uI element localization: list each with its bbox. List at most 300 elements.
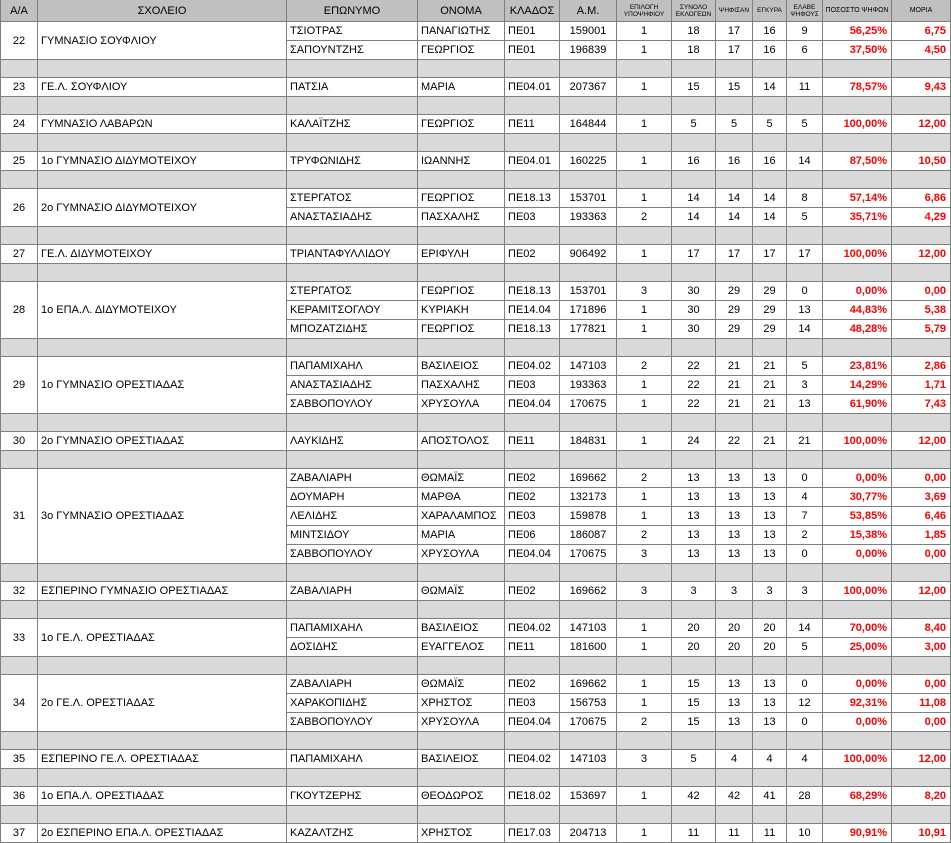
cell-voted: 21 — [716, 395, 753, 414]
cell-name: ΓΕΩΡΓΙΟΣ — [418, 41, 505, 60]
cell-am: 169662 — [560, 582, 617, 601]
separator-cell — [560, 564, 617, 582]
cell-valid: 29 — [753, 282, 787, 301]
cell-choice: 1 — [617, 432, 672, 451]
cell-choice: 2 — [617, 208, 672, 227]
cell-school: 3ο ΓΥΜΝΑΣΙΟ ΟΡΕΣΤΙΑΔΑΣ — [38, 469, 287, 564]
cell-valid: 20 — [753, 638, 787, 657]
cell-name: ΘΩΜΑΪΣ — [418, 469, 505, 488]
separator-cell — [560, 60, 617, 78]
cell-school: 1ο ΓΕ.Λ. ΟΡΕΣΤΙΑΔΑΣ — [38, 619, 287, 657]
separator-cell — [716, 60, 753, 78]
separator-cell — [560, 264, 617, 282]
cell-surname: ΛΕΛΙΔΗΣ — [287, 507, 418, 526]
separator-cell — [672, 769, 716, 787]
cell-voters: 18 — [672, 41, 716, 60]
cell-pct: 23,81% — [823, 357, 892, 376]
separator-cell — [617, 339, 672, 357]
cell-got: 28 — [787, 787, 823, 806]
separator-cell — [617, 97, 672, 115]
cell-am: 204713 — [560, 824, 617, 843]
separator-cell — [505, 227, 560, 245]
cell-am: 147103 — [560, 357, 617, 376]
cell-name: ΚΥΡΙΑΚΗ — [418, 301, 505, 320]
separator-cell — [787, 339, 823, 357]
cell-valid: 29 — [753, 320, 787, 339]
cell-voted: 11 — [716, 824, 753, 843]
separator-cell — [617, 769, 672, 787]
separator-cell — [38, 564, 287, 582]
cell-voters: 18 — [672, 22, 716, 41]
cell-voted: 29 — [716, 282, 753, 301]
separator-cell — [892, 732, 951, 750]
cell-points: 1,85 — [892, 526, 951, 545]
separator-row — [0, 227, 951, 245]
cell-am: 181600 — [560, 638, 617, 657]
separator-row — [0, 451, 951, 469]
header-voters: ΣΥΝΟΛΟ ΕΚΛΟΓΕΩΝ — [672, 0, 716, 22]
separator-cell — [287, 806, 418, 824]
separator-cell — [672, 601, 716, 619]
separator-cell — [753, 769, 787, 787]
cell-school: 2ο ΕΣΠΕΡΙΝΟ ΕΠΑ.Λ. ΟΡΕΣΤΙΑΔΑΣ — [38, 824, 287, 843]
cell-got: 12 — [787, 694, 823, 713]
cell-school: 2ο ΓΥΜΝΑΣΙΟ ΟΡΕΣΤΙΑΔΑΣ — [38, 432, 287, 451]
cell-valid: 3 — [753, 582, 787, 601]
cell-points: 6,46 — [892, 507, 951, 526]
cell-voters: 20 — [672, 638, 716, 657]
separator-cell — [823, 657, 892, 675]
separator-cell — [560, 601, 617, 619]
cell-surname: ΑΝΑΣΤΑΣΙΑΔΗΣ — [287, 208, 418, 227]
separator-row — [0, 601, 951, 619]
cell-am: 153701 — [560, 282, 617, 301]
cell-school: ΓΥΜΝΑΣΙΟ ΣΟΥΦΛΙΟΥ — [38, 22, 287, 60]
cell-voters: 20 — [672, 619, 716, 638]
cell-surname: ΣΑΒΒΟΠΟΥΛΟΥ — [287, 395, 418, 414]
cell-school: 2ο ΓΥΜΝΑΣΙΟ ΔΙΔΥΜΟΤΕΙΧΟΥ — [38, 189, 287, 227]
separator-cell — [38, 414, 287, 432]
cell-pct: 90,91% — [823, 824, 892, 843]
cell-choice: 2 — [617, 713, 672, 732]
cell-points: 5,79 — [892, 320, 951, 339]
separator-cell — [617, 134, 672, 152]
cell-pct: 30,77% — [823, 488, 892, 507]
separator-cell — [505, 732, 560, 750]
cell-am: 177821 — [560, 320, 617, 339]
cell-name: ΠΑΣΧΑΛΗΣ — [418, 208, 505, 227]
separator-cell — [38, 451, 287, 469]
cell-choice: 1 — [617, 301, 672, 320]
separator-cell — [287, 134, 418, 152]
header-valid: ΕΓΚΥΡΑ — [753, 0, 787, 22]
separator-cell — [787, 97, 823, 115]
separator-cell — [672, 451, 716, 469]
cell-am: 170675 — [560, 395, 617, 414]
cell-voters: 30 — [672, 282, 716, 301]
cell-am: 132173 — [560, 488, 617, 507]
cell-branch: ΠΕ04.04 — [505, 713, 560, 732]
cell-voters: 42 — [672, 787, 716, 806]
cell-valid: 21 — [753, 376, 787, 395]
separator-row — [0, 171, 951, 189]
separator-cell — [892, 414, 951, 432]
cell-name: ΒΑΣΙΛΕΙΟΣ — [418, 357, 505, 376]
separator-cell — [0, 806, 38, 824]
separator-cell — [38, 264, 287, 282]
cell-am: 169662 — [560, 469, 617, 488]
cell-voters: 5 — [672, 750, 716, 769]
cell-choice: 1 — [617, 619, 672, 638]
cell-voted: 22 — [716, 432, 753, 451]
separator-cell — [287, 564, 418, 582]
cell-voted: 29 — [716, 320, 753, 339]
cell-school: 1ο ΓΥΜΝΑΣΙΟ ΟΡΕΣΤΙΑΔΑΣ — [38, 357, 287, 414]
cell-branch: ΠΕ04.01 — [505, 78, 560, 97]
cell-surname: ΖΑΒΑΛΙΑΡΗ — [287, 675, 418, 694]
cell-voters: 13 — [672, 488, 716, 507]
separator-cell — [753, 264, 787, 282]
separator-cell — [716, 414, 753, 432]
separator-cell — [753, 601, 787, 619]
cell-got: 14 — [787, 152, 823, 171]
cell-valid: 14 — [753, 208, 787, 227]
cell-branch: ΠΕ04.04 — [505, 395, 560, 414]
cell-surname: ΣΑΒΒΟΠΟΥΛΟΥ — [287, 713, 418, 732]
header-aa: Α/Α — [0, 0, 38, 22]
separator-cell — [716, 732, 753, 750]
cell-am: 170675 — [560, 713, 617, 732]
cell-voted: 13 — [716, 694, 753, 713]
cell-points: 7,43 — [892, 395, 951, 414]
separator-cell — [716, 564, 753, 582]
separator-cell — [823, 806, 892, 824]
separator-row — [0, 769, 951, 787]
separator-cell — [892, 264, 951, 282]
cell-valid: 41 — [753, 787, 787, 806]
cell-surname: ΠΑΠΑΜΙΧΑΗΛ — [287, 357, 418, 376]
cell-got: 0 — [787, 713, 823, 732]
separator-cell — [617, 414, 672, 432]
separator-cell — [672, 134, 716, 152]
cell-pct: 35,71% — [823, 208, 892, 227]
separator-cell — [617, 657, 672, 675]
cell-voted: 13 — [716, 526, 753, 545]
cell-pct: 48,28% — [823, 320, 892, 339]
cell-voters: 22 — [672, 376, 716, 395]
separator-cell — [787, 134, 823, 152]
cell-voters: 16 — [672, 152, 716, 171]
separator-cell — [716, 97, 753, 115]
cell-valid: 16 — [753, 152, 787, 171]
cell-am: 184831 — [560, 432, 617, 451]
cell-points: 12,00 — [892, 582, 951, 601]
cell-points: 1,71 — [892, 376, 951, 395]
cell-am: 153701 — [560, 189, 617, 208]
cell-am: 171896 — [560, 301, 617, 320]
cell-valid: 21 — [753, 357, 787, 376]
separator-cell — [892, 806, 951, 824]
cell-aa: 34 — [0, 675, 38, 732]
separator-cell — [560, 171, 617, 189]
separator-cell — [823, 171, 892, 189]
cell-voters: 15 — [672, 78, 716, 97]
cell-aa: 30 — [0, 432, 38, 451]
cell-valid: 16 — [753, 22, 787, 41]
cell-voted: 17 — [716, 41, 753, 60]
cell-pct: 0,00% — [823, 545, 892, 564]
separator-cell — [716, 171, 753, 189]
cell-points: 11,08 — [892, 694, 951, 713]
cell-valid: 13 — [753, 488, 787, 507]
separator-cell — [418, 769, 505, 787]
separator-cell — [753, 227, 787, 245]
cell-voted: 14 — [716, 189, 753, 208]
cell-branch: ΠΕ03 — [505, 208, 560, 227]
separator-cell — [617, 171, 672, 189]
separator-cell — [823, 769, 892, 787]
separator-cell — [38, 171, 287, 189]
cell-surname: ΖΑΒΑΛΙΑΡΗ — [287, 469, 418, 488]
separator-cell — [505, 414, 560, 432]
cell-points: 2,86 — [892, 357, 951, 376]
cell-choice: 1 — [617, 675, 672, 694]
cell-branch: ΠΕ14.04 — [505, 301, 560, 320]
cell-surname: ΠΑΠΑΜΙΧΑΗΛ — [287, 619, 418, 638]
separator-cell — [505, 339, 560, 357]
cell-valid: 4 — [753, 750, 787, 769]
separator-cell — [753, 414, 787, 432]
separator-cell — [38, 60, 287, 78]
cell-pct: 0,00% — [823, 713, 892, 732]
cell-surname: ΚΕΡΑΜΙΤΣΟΓΛΟΥ — [287, 301, 418, 320]
cell-surname: ΤΣΙΟΤΡΑΣ — [287, 22, 418, 41]
cell-choice: 2 — [617, 526, 672, 545]
cell-branch: ΠΕ03 — [505, 376, 560, 395]
cell-voters: 17 — [672, 245, 716, 264]
cell-choice: 1 — [617, 152, 672, 171]
cell-points: 0,00 — [892, 713, 951, 732]
cell-got: 21 — [787, 432, 823, 451]
cell-valid: 13 — [753, 526, 787, 545]
separator-cell — [560, 227, 617, 245]
cell-valid: 13 — [753, 507, 787, 526]
cell-branch: ΠΕ17.03 — [505, 824, 560, 843]
cell-points: 12,00 — [892, 432, 951, 451]
cell-pct: 70,00% — [823, 619, 892, 638]
separator-cell — [823, 414, 892, 432]
cell-voters: 14 — [672, 208, 716, 227]
separator-cell — [716, 339, 753, 357]
cell-am: 159878 — [560, 507, 617, 526]
cell-choice: 1 — [617, 395, 672, 414]
separator-cell — [617, 264, 672, 282]
cell-points: 5,38 — [892, 301, 951, 320]
cell-got: 8 — [787, 189, 823, 208]
cell-branch: ΠΕ02 — [505, 582, 560, 601]
cell-name: ΜΑΡΙΑ — [418, 526, 505, 545]
cell-name: ΙΩΑΝΝΗΣ — [418, 152, 505, 171]
separator-cell — [617, 601, 672, 619]
separator-cell — [617, 227, 672, 245]
cell-branch: ΠΕ11 — [505, 432, 560, 451]
cell-choice: 3 — [617, 545, 672, 564]
cell-got: 0 — [787, 675, 823, 694]
cell-points: 3,00 — [892, 638, 951, 657]
cell-voters: 13 — [672, 526, 716, 545]
cell-name: ΒΑΣΙΛΕΙΟΣ — [418, 750, 505, 769]
cell-surname: ΑΝΑΣΤΑΣΙΑΔΗΣ — [287, 376, 418, 395]
cell-am: 193363 — [560, 208, 617, 227]
separator-cell — [560, 414, 617, 432]
cell-voters: 5 — [672, 115, 716, 134]
separator-cell — [287, 451, 418, 469]
cell-pct: 25,00% — [823, 638, 892, 657]
cell-voted: 20 — [716, 638, 753, 657]
separator-cell — [418, 564, 505, 582]
cell-am: 160225 — [560, 152, 617, 171]
cell-voted: 13 — [716, 713, 753, 732]
separator-cell — [0, 134, 38, 152]
separator-cell — [753, 451, 787, 469]
separator-row — [0, 97, 951, 115]
separator-row — [0, 134, 951, 152]
separator-cell — [892, 451, 951, 469]
separator-cell — [753, 564, 787, 582]
cell-surname: ΤΡΥΦΩΝΙΔΗΣ — [287, 152, 418, 171]
cell-name: ΧΡΥΣΟΥΛΑ — [418, 395, 505, 414]
cell-name: ΘΩΜΑΪΣ — [418, 582, 505, 601]
separator-cell — [716, 806, 753, 824]
separator-cell — [823, 564, 892, 582]
cell-am: 186087 — [560, 526, 617, 545]
cell-am: 169662 — [560, 675, 617, 694]
cell-points: 8,20 — [892, 787, 951, 806]
separator-cell — [716, 657, 753, 675]
cell-got: 9 — [787, 22, 823, 41]
cell-valid: 29 — [753, 301, 787, 320]
separator-cell — [672, 264, 716, 282]
separator-cell — [716, 227, 753, 245]
cell-points: 12,00 — [892, 245, 951, 264]
separator-cell — [418, 601, 505, 619]
cell-voted: 13 — [716, 545, 753, 564]
separator-cell — [38, 601, 287, 619]
cell-school: 2ο ΓΕ.Λ. ΟΡΕΣΤΙΑΔΑΣ — [38, 675, 287, 732]
separator-cell — [823, 264, 892, 282]
cell-got: 10 — [787, 824, 823, 843]
separator-cell — [753, 732, 787, 750]
cell-pct: 0,00% — [823, 282, 892, 301]
cell-name: ΧΡΗΣΤΟΣ — [418, 824, 505, 843]
cell-voted: 21 — [716, 357, 753, 376]
separator-cell — [287, 97, 418, 115]
header-surname: ΕΠΩΝΥΜΟ — [287, 0, 418, 22]
separator-cell — [787, 601, 823, 619]
separator-cell — [672, 97, 716, 115]
cell-pct: 68,29% — [823, 787, 892, 806]
separator-cell — [505, 769, 560, 787]
separator-cell — [0, 451, 38, 469]
cell-pct: 14,29% — [823, 376, 892, 395]
separator-cell — [716, 451, 753, 469]
cell-got: 0 — [787, 469, 823, 488]
cell-got: 0 — [787, 282, 823, 301]
separator-cell — [753, 60, 787, 78]
separator-cell — [418, 414, 505, 432]
cell-voters: 22 — [672, 395, 716, 414]
cell-branch: ΠΕ04.01 — [505, 152, 560, 171]
cell-voted: 20 — [716, 619, 753, 638]
separator-cell — [505, 601, 560, 619]
cell-school: ΓΕ.Λ. ΣΟΥΦΛΙΟΥ — [38, 78, 287, 97]
cell-choice: 1 — [617, 320, 672, 339]
separator-cell — [505, 134, 560, 152]
separator-cell — [787, 564, 823, 582]
separator-cell — [418, 451, 505, 469]
separator-cell — [418, 171, 505, 189]
cell-pct: 87,50% — [823, 152, 892, 171]
cell-valid: 20 — [753, 619, 787, 638]
cell-am: 196839 — [560, 41, 617, 60]
cell-branch: ΠΕ02 — [505, 488, 560, 507]
cell-got: 14 — [787, 619, 823, 638]
cell-surname: ΜΙΝΤΣΙΔΟΥ — [287, 526, 418, 545]
separator-cell — [892, 171, 951, 189]
separator-cell — [716, 134, 753, 152]
cell-got: 14 — [787, 320, 823, 339]
separator-cell — [418, 806, 505, 824]
cell-voters: 13 — [672, 469, 716, 488]
cell-pct: 0,00% — [823, 469, 892, 488]
separator-row — [0, 264, 951, 282]
separator-cell — [418, 227, 505, 245]
cell-surname: ΠΑΤΣΙΑ — [287, 78, 418, 97]
cell-valid: 14 — [753, 78, 787, 97]
cell-choice: 1 — [617, 22, 672, 41]
separator-cell — [287, 339, 418, 357]
separator-cell — [617, 732, 672, 750]
cell-pct: 37,50% — [823, 41, 892, 60]
cell-branch: ΠΕ18.13 — [505, 189, 560, 208]
separator-cell — [287, 414, 418, 432]
cell-pct: 56,25% — [823, 22, 892, 41]
separator-cell — [418, 264, 505, 282]
cell-got: 17 — [787, 245, 823, 264]
cell-voters: 13 — [672, 545, 716, 564]
cell-surname: ΚΑΛΑΪΤΖΗΣ — [287, 115, 418, 134]
cell-choice: 3 — [617, 582, 672, 601]
separator-row — [0, 414, 951, 432]
cell-got: 4 — [787, 488, 823, 507]
cell-voters: 15 — [672, 713, 716, 732]
cell-valid: 11 — [753, 824, 787, 843]
header-choice: ΕΠΙΛΟΓΗ ΥΠΟΨΗΦΙΟΥ — [617, 0, 672, 22]
cell-points: 12,00 — [892, 750, 951, 769]
header-row — [0, 0, 951, 22]
cell-school: ΓΥΜΝΑΣΙΟ ΛΑΒΑΡΩΝ — [38, 115, 287, 134]
cell-choice: 1 — [617, 115, 672, 134]
separator-cell — [753, 657, 787, 675]
separator-cell — [823, 60, 892, 78]
separator-cell — [672, 171, 716, 189]
cell-valid: 13 — [753, 713, 787, 732]
separator-cell — [753, 806, 787, 824]
cell-name: ΘΕΟΔΩΡΟΣ — [418, 787, 505, 806]
cell-branch: ΠΕ06 — [505, 526, 560, 545]
cell-aa: 28 — [0, 282, 38, 339]
separator-row — [0, 657, 951, 675]
